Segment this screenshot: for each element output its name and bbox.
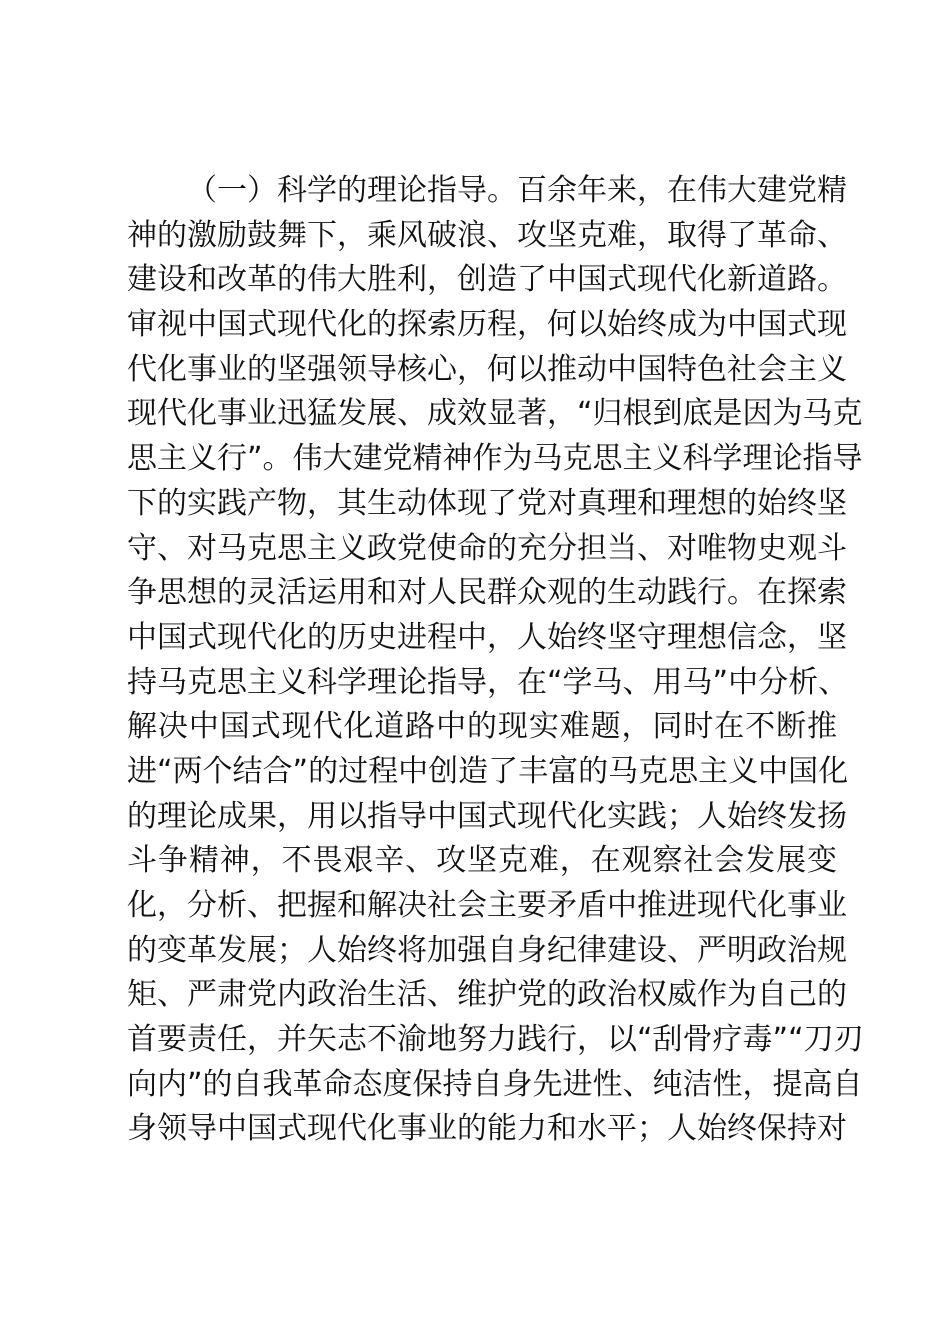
text-line: 建设和改革的伟大胜利，创造了中国式现代化新道路。 — [127, 262, 847, 298]
text-line: 的理论成果，用以指导中国式现代化实践；人始终发扬 — [127, 798, 847, 834]
text-line: （一）科学的理论指导。百余年来，在伟大建党精 — [187, 173, 847, 208]
text-line: 思主义行”。伟大建党精神作为马克思主义科学理论指导 — [127, 441, 863, 477]
body-paragraph — [127, 169, 864, 1152]
text-line: 进“两个结合”的过程中创造了丰富的马克思主义中国化 — [127, 753, 849, 789]
text-line: 首要责任，并矢志不渝地努力践行，以“刮骨疗毒”“刀刃 — [127, 1022, 864, 1058]
text-line: 代化事业的坚强领导核心，何以推动中国特色社会主义 — [127, 351, 847, 387]
text-line: 中国式现代化的历史进程中，人始终坚守理想信念，坚 — [127, 619, 847, 655]
text-line: 的变革发展；人始终将加强自身纪律建设、严明政治规 — [127, 932, 847, 968]
text-line: 审视中国式现代化的探索历程，何以始终成为中国式现 — [127, 307, 847, 343]
text-line: 斗争精神，不畏艰辛、攻坚克难，在观察社会发展变 — [127, 843, 837, 879]
text-line: 持马克思主义科学理论指导，在“学马、用马”中分析、 — [127, 664, 849, 700]
text-line: 守、对马克思主义政党使命的充分担当、对唯物史观斗 — [127, 530, 847, 566]
text-line: 下的实践产物，其生动体现了党对真理和理想的始终坚 — [127, 485, 847, 521]
text-line: 神的激励鼓舞下，乘风破浪、攻坚克难，取得了革命、 — [127, 217, 847, 253]
text-line: 矩、严肃党内政治生活、维护党的政治权威作为自己的 — [127, 977, 847, 1013]
text-line: 现代化事业迅猛发展、成效显著，“归根到底是因为马克 — [127, 396, 863, 432]
text-line: 争思想的灵活运用和对人民群众观的生动践行。在探索 — [127, 575, 847, 611]
text-line: 向内”的自我革命态度保持自身先进性、纯洁性，提高自 — [127, 1066, 863, 1102]
text-line: 解决中国式现代化道路中的现实难题，同时在不断推 — [127, 709, 837, 745]
text-line: 身领导中国式现代化事业的能力和水平；人始终保持对 — [127, 1111, 847, 1147]
text-line: 化，分析、把握和解决社会主要矛盾中推进现代化事业 — [127, 888, 847, 923]
